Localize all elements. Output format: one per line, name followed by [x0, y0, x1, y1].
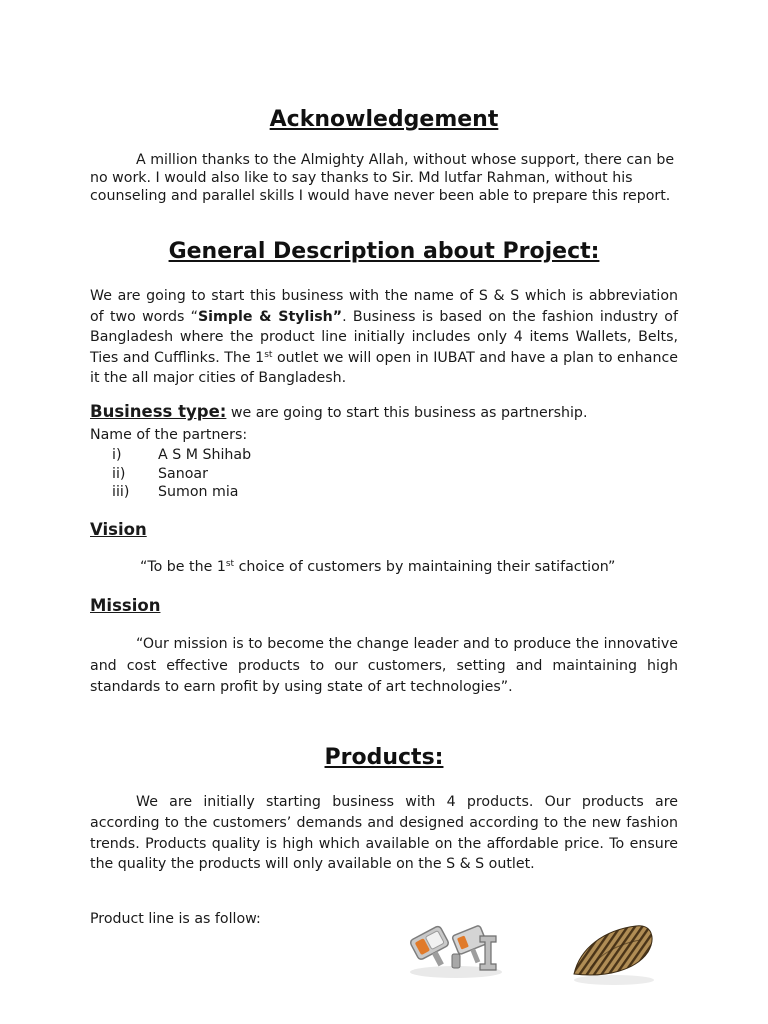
- list-item: [112, 466, 251, 485]
- general-text-2: . Business is based on the fashion industry of Bangladesh where the product line initially includes only 4 items Wallets, Belts, Ties and Cufflinks. The 1: [90, 308, 678, 366]
- general-superscript: st: [264, 349, 273, 360]
- vision-text-1: “To be the 1: [140, 559, 226, 575]
- necktie-image: [566, 908, 662, 992]
- vision-superscript: st: [225, 559, 235, 569]
- general-description-title: General Description about Project:: [168, 239, 600, 264]
- products-paragraph: We are initially starting business with 4 products. Our products are according to the customers’ demands and designed according to the new fashion trends. Products quality is high which available on the affordable price. To ensure the quality the products will only available on the S & S outlet.: [90, 794, 678, 873]
- list-number: iii): [112, 484, 130, 500]
- mission-heading: Mission: [90, 596, 161, 615]
- general-description-paragraph: [90, 286, 678, 389]
- vision-text-2: choice of customers by maintaining their satifaction”: [234, 559, 616, 575]
- acknowledgement-title: Acknowledgement: [269, 107, 499, 132]
- partner-name: Sumon mia: [158, 484, 239, 500]
- business-type-label: Business type:: [90, 402, 227, 421]
- business-type-row: [90, 402, 710, 421]
- list-number: i): [112, 447, 122, 463]
- mission-paragraph: “Our mission is to become the change leader and to produce the innovative and cost effective products to our customers, setting and maintaining high standards to earn profit by using state of art technologies”.: [90, 636, 678, 696]
- list-item: [112, 484, 251, 503]
- list-item: [112, 447, 251, 466]
- product-line-label: Product line is as follow:: [90, 911, 261, 927]
- list-number: ii): [112, 465, 126, 482]
- products-title: Products:: [324, 745, 444, 770]
- simple-stylish-bold: Simple & Stylish”: [197, 308, 343, 325]
- partners-label: Name of the partners:: [90, 427, 248, 443]
- general-text-3: outlet we will open in IUBAT and have a plan to enhance it the all major cities of Bangladesh.: [90, 349, 678, 387]
- cufflinks-image: [400, 910, 512, 988]
- vision-heading: Vision: [90, 520, 147, 539]
- partner-name: A S M Shihab: [158, 447, 252, 463]
- acknowledgement-paragraph: A million thanks to the Almighty Allah, without whose support, there can be no work. I would also like to say thanks to Sir. Md lutfar Rahman, without his counseling and parallel skills I would have never been able to prepare this report.: [90, 152, 675, 204]
- vision-quote: [140, 559, 615, 575]
- general-text-1: We are going to start this business with the name of S & S which is abbreviation of two words “: [90, 288, 678, 325]
- business-type-text: we are going to start this business as partnership.: [226, 405, 588, 421]
- partners-list: [112, 447, 251, 503]
- partner-name: Sanoar: [158, 465, 208, 482]
